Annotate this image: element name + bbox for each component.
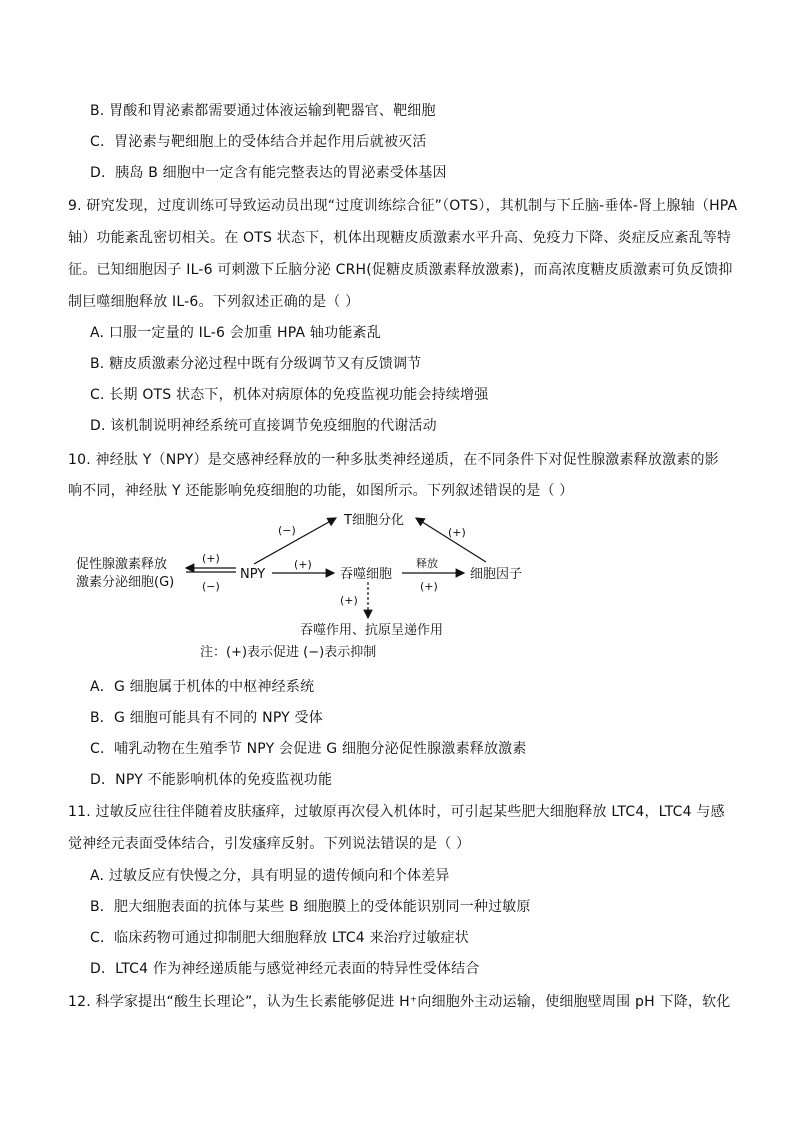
q11-option-b: B．肥大细胞表面的抗体与某些 B 细胞膜上的受体能识别同一种过敏原 [90, 899, 531, 915]
q9-option-a: A. 口服一定量的 IL-6 会加重 HPA 轴功能紊乱 [90, 325, 381, 341]
npy-mechanism-diagram [68, 506, 538, 666]
g-cell-node-line-2: 激素分泌细胞(G) [76, 575, 175, 590]
q10-option-c: C．哺乳动物在生殖季节 NPY 会促进 G 细胞分泌促性腺激素释放激素 [90, 741, 527, 757]
cytokine-node: 细胞因子 [470, 567, 523, 582]
q9-stem-line-3: 征。已知细胞因子 IL-6 可刺激下丘脑分泌 CRH(促糖皮质激素释放激素)，而高浓度糖皮质激素可负反馈抑 [68, 262, 733, 278]
effect-node: 吞噬作用、抗原呈递作用 [300, 623, 444, 638]
label-npy-g-plus: (+) [202, 552, 220, 565]
macrophage-node: 吞噬细胞 [340, 567, 393, 582]
q9-option-b: B. 糖皮质激素分泌过程中既有分级调节又有反馈调节 [90, 356, 422, 372]
q9-stem-line-2: 轴）功能紊乱密切相关。在 OTS 状态下，机体出现糖皮质激素水平升高、免疫力下降、炎症反应紊乱等特 [68, 230, 732, 246]
q11-stem-line-2: 觉神经元表面受体结合，引发瘙痒反射。下列说法错误的是（ ） [68, 836, 471, 852]
q9-option-d: D. 该机制说明神经系统可直接调节免疫细胞的代谢活动 [90, 418, 437, 434]
q10-option-b: B．G 细胞可能具有不同的 NPY 受体 [90, 710, 323, 726]
label-npy-g-minus: (−) [202, 580, 220, 593]
q10-option-a: A．G 细胞属于机体的中枢神经系统 [90, 679, 315, 695]
q8-option-c: C．胃泌素与靶细胞上的受体结合并起作用后就被灭活 [90, 134, 427, 150]
q9-option-c: C. 长期 OTS 状态下，机体对病原体的免疫监视功能会持续增强 [90, 387, 489, 403]
q10-stem-line-1: 10. 神经肽 Y（NPY）是交感神经释放的一种多肽类神经递质，在不同条件下对促性腺激素释放激素的影 [68, 452, 719, 468]
q8-option-d: D．胰岛 B 细胞中一定含有能完整表达的胃泌素受体基因 [90, 165, 447, 181]
label-npy-t-minus: (−) [278, 524, 296, 537]
t-cell-node: T细胞分化 [344, 513, 404, 528]
label-cyto-t-plus: (+) [448, 526, 466, 539]
q11-option-c: C．临床药物可通过抑制肥大细胞释放 LTC4 来治疗过敏症状 [90, 930, 469, 946]
diagram-note: 注：(+)表示促进 (−)表示抑制 [200, 645, 377, 660]
g-cell-node-line-1: 促性腺激素释放 [76, 557, 168, 572]
q12-stem-line-1: 12. 科学家提出“酸生长理论”，认为生长素能够促进 H⁺向细胞外主动运输，使细胞壁周围 pH 下降，软化 [68, 994, 731, 1010]
arrow-cytokine-to-tcell [416, 518, 486, 562]
q9-stem-line-1: 9. 研究发现，过度训练可导致运动员出现“过度训练综合征”（OTS），其机制与下丘脑-垂体-肾上腺轴（HPA [68, 198, 738, 214]
label-npy-mac-plus: (+) [294, 558, 312, 571]
q10-option-d: D．NPY 不能影响机体的免疫监视功能 [90, 772, 333, 788]
q10-stem-line-2: 响不同，神经肽 Y 还能影响免疫细胞的功能，如图所示。下列叙述错误的是（ ） [68, 483, 574, 499]
q11-option-a: A. 过敏反应有快慢之分，具有明显的遗传倾向和个体差异 [90, 868, 450, 884]
label-mac-cyto-plus: (+) [420, 580, 438, 593]
label-mac-effect-plus: (+) [340, 594, 358, 607]
q9-stem-line-4: 制巨噬细胞释放 IL-6。下列叙述正确的是（ ） [68, 294, 360, 310]
label-release: 释放 [416, 557, 438, 570]
q8-option-b: B. 胃酸和胃泌素都需要通过体液运输到靶器官、靶细胞 [90, 103, 436, 119]
npy-node: NPY [240, 567, 266, 582]
q11-stem-line-1: 11. 过敏反应往往伴随着皮肤瘙痒，过敏原再次侵入机体时，可引起某些肥大细胞释放 LTC4，LTC4 与感 [68, 804, 725, 820]
q11-option-d: D．LTC4 作为神经递质能与感觉神经元表面的特异性受体结合 [90, 961, 480, 977]
